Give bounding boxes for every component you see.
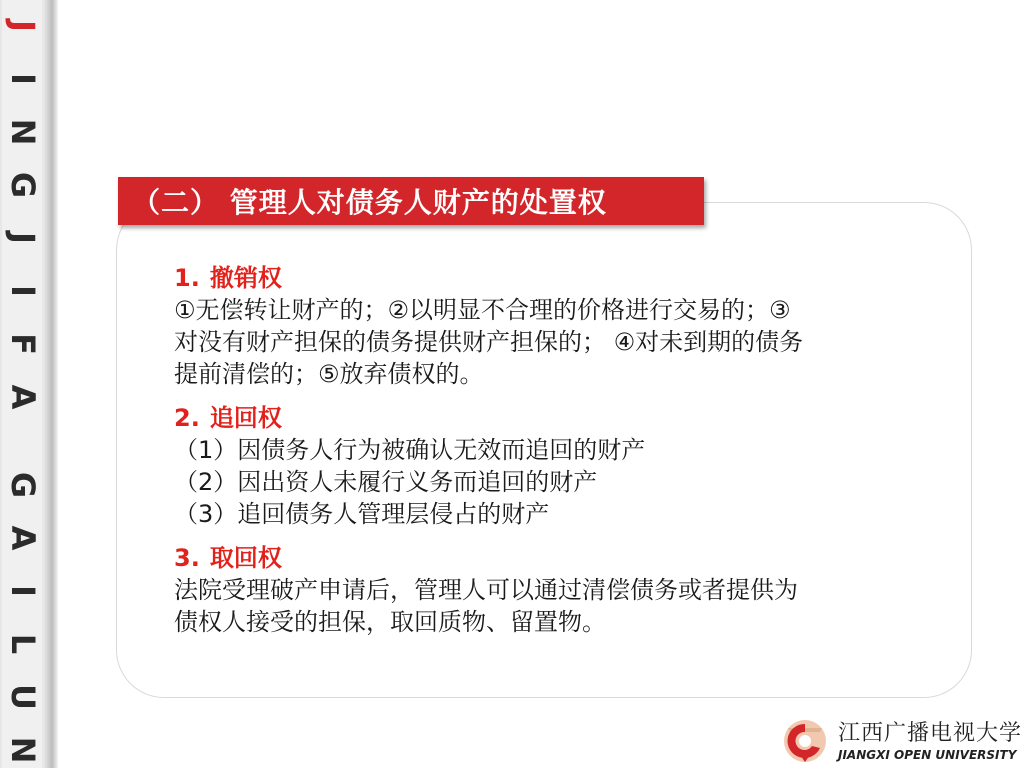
section-heading — [174, 402, 934, 434]
section-number: 3. — [174, 544, 200, 572]
section-number: 2. — [174, 404, 200, 432]
body-line: （3）追回债务人管理层侵占的财产 — [174, 500, 550, 528]
section-retrieval — [174, 542, 934, 638]
side-letter: A — [4, 525, 42, 551]
university-emblem-icon — [782, 718, 828, 764]
section-revocation — [174, 262, 934, 390]
side-banner-letters — [6, 10, 40, 766]
university-name-en: JIANGXI OPEN UNIVERSITY — [838, 748, 1017, 762]
side-letter: L — [4, 633, 42, 655]
university-name-cn: 江西广播电视大学 — [838, 721, 1023, 746]
body-line: （2）因出资人未履行义务而追回的财产 — [174, 468, 598, 496]
side-letter: N — [4, 118, 42, 146]
section-heading — [174, 542, 934, 574]
section-title: 撤销权 — [209, 264, 282, 292]
body-line: （1）因债务人行为被确认无效而追回的财产 — [174, 436, 646, 464]
section-heading — [174, 262, 934, 294]
section-body — [174, 294, 934, 390]
side-banner — [0, 0, 58, 768]
body-line: ①无偿转让财产的；②以明显不合理的价格进行交易的；③ — [174, 296, 791, 324]
body-line: 债权人接受的担保，取回质物、留置物。 — [174, 608, 606, 636]
side-letter: I — [4, 585, 42, 597]
section-title: 追回权 — [209, 404, 282, 432]
side-letter: I — [4, 73, 42, 85]
side-letter: G — [4, 471, 42, 499]
section-number: 1. — [174, 264, 200, 292]
section-body — [174, 574, 934, 638]
side-letter: J — [4, 20, 42, 32]
side-letter: A — [4, 384, 42, 410]
university-logo — [782, 716, 1022, 768]
body-line: 对没有财产担保的债务提供财产担保的； ④对未到期的债务 — [174, 328, 804, 356]
section-body — [174, 434, 934, 530]
title-banner — [118, 177, 704, 225]
slide-content — [174, 262, 934, 650]
side-letter: J — [4, 232, 42, 244]
side-letter: U — [4, 684, 42, 710]
body-line: 法院受理破产申请后，管理人可以通过清偿债务或者提供为 — [174, 576, 798, 604]
side-letter: N — [4, 736, 42, 764]
section-recovery — [174, 402, 934, 530]
body-line: 提前清偿的；⑤放弃债权的。 — [174, 360, 484, 388]
section-title: 取回权 — [209, 544, 282, 572]
side-letter: I — [4, 285, 42, 297]
side-letter: F — [4, 333, 42, 355]
slide-title: （二） 管理人对债务人财产的处置权 — [132, 186, 607, 219]
side-letter-gap — [16, 425, 30, 457]
side-letter: G — [4, 171, 42, 199]
